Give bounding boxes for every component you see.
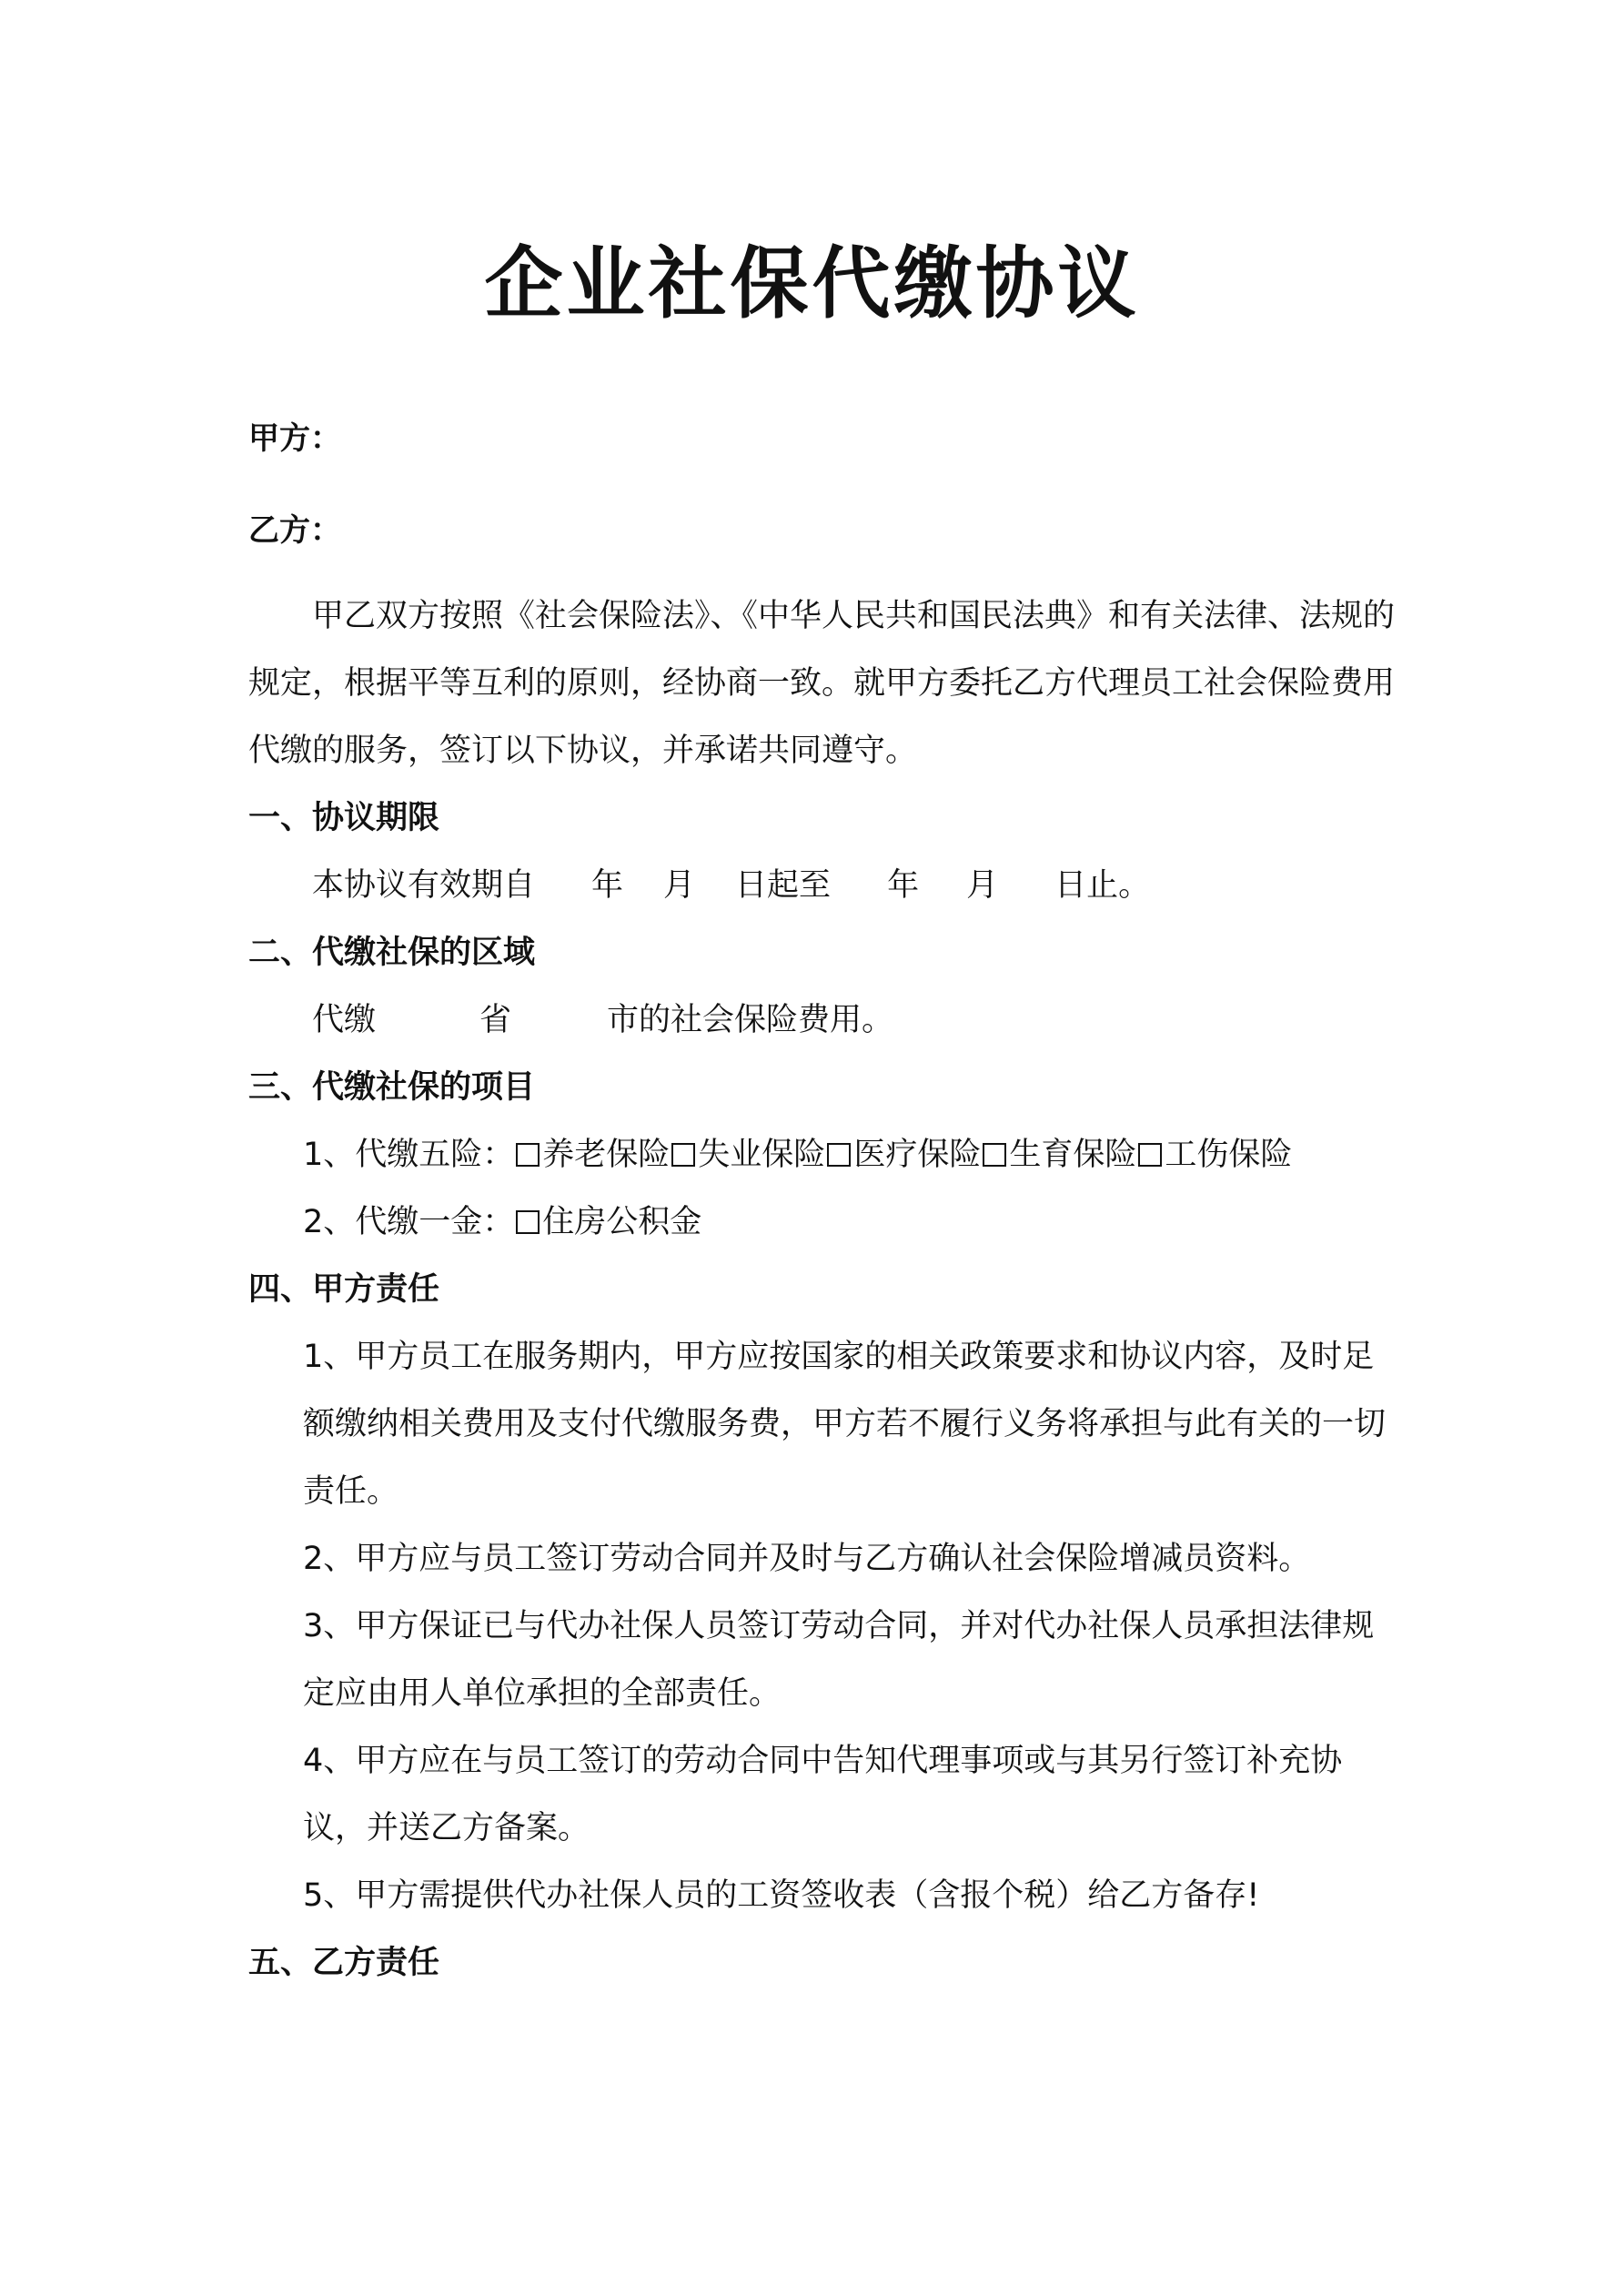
party-a-label: 甲方： [248,420,341,457]
party-a-duty-4: 4、甲方应在与员工签订的劳动合同中告知代理事项或与其另行签订补充协议，并送乙方备案。 [303,1743,1343,1846]
term-line [248,852,1395,919]
item-work-injury: 工伤保险 [1165,1137,1293,1173]
region-city-suffix: 市的社会保险费用。 [607,1002,894,1038]
region-prefix: 代缴 [312,1002,377,1038]
term-month-2: 月 [966,867,999,904]
term-day-start: 日起至 [735,867,832,904]
section-5-heading: 五、乙方责任 [248,1945,440,1981]
party-b-label: 乙方： [248,512,341,549]
term-year-1: 年 [591,867,624,904]
checkbox-work-injury[interactable] [1138,1143,1162,1167]
section-3-heading: 三、代缴社保的项目 [248,1069,536,1106]
item-pension: 养老保险 [542,1137,671,1173]
five-insurances-label: 1、代缴五险： [303,1137,515,1173]
term-month-1: 月 [663,867,696,904]
item-maternity: 生育保险 [1009,1137,1137,1173]
region-line [248,986,1395,1054]
document-title: 企业社保代缴协议 [484,238,1140,329]
section-2-heading: 二、代缴社保的区域 [248,935,536,971]
term-year-2: 年 [887,867,920,904]
party-a-duty-3: 3、甲方保证已与代办社保人员签订劳动合同，并对代办社保人员承担法律规定应由用人单位承担的全部责任。 [303,1608,1375,1712]
term-prefix: 本协议有效期自 [312,867,536,904]
checkbox-medical[interactable] [827,1143,851,1167]
agreement-body [248,582,1395,1997]
section-4-heading: 四、甲方责任 [248,1271,440,1308]
housing-fund-line [248,1188,1395,1256]
party-a-duty-5: 5、甲方需提供代办社保人员的工资签收表（含报个税）给乙方备存! [303,1877,1260,1914]
item-housing-fund: 住房公积金 [542,1204,702,1240]
section-1-heading: 一、协议期限 [248,800,440,836]
region-province: 省 [479,1002,512,1038]
item-medical: 医疗保险 [853,1137,982,1173]
checkbox-unemployment[interactable] [671,1143,695,1167]
housing-fund-label: 2、代缴一金： [303,1204,515,1240]
party-a-duty-1: 1、甲方员工在服务期内，甲方应按国家的相关政策要求和协议内容，及时足额缴纳相关费用及支付代缴服务费，甲方若不履行义务将承担与此有关的一切责任。 [303,1339,1387,1510]
checkbox-pension[interactable] [516,1143,540,1167]
item-unemployment: 失业保险 [698,1137,826,1173]
five-insurances-line [248,1121,1395,1188]
intro-paragraph: 甲乙双方按照《社会保险法》、《中华人民共和国民法典》和有关法律、法规的规定，根据平等互利的原则，经协商一致。就甲方委托乙方代理员工社会保险费用代缴的服务，签订以下协议，并承诺共同遵守。 [248,598,1396,769]
term-day-end: 日止。 [1054,867,1151,904]
checkbox-housing-fund[interactable] [516,1210,540,1234]
party-a-duty-2: 2、甲方应与员工签订劳动合同并及时与乙方确认社会保险增减员资料。 [303,1541,1311,1577]
checkbox-maternity[interactable] [983,1143,1006,1167]
